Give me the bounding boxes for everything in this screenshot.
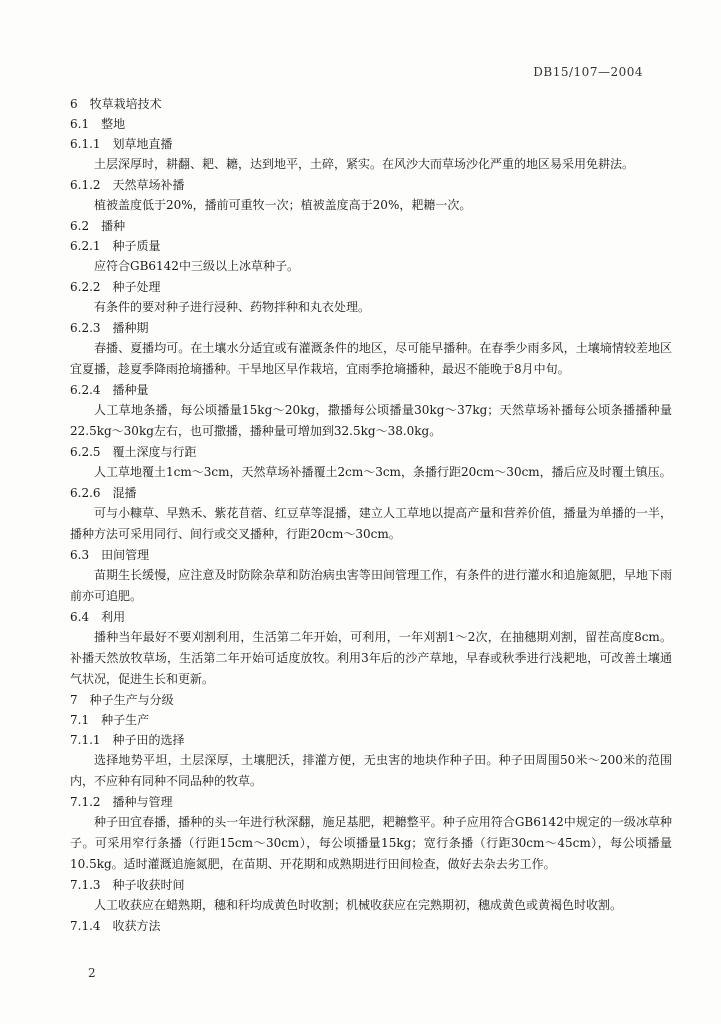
section-number: 6.2	[70, 219, 90, 233]
section-heading	[70, 175, 672, 195]
section-number: 6.3	[70, 548, 90, 562]
paragraph: 应符合GB6142中三级以上冰草种子。	[94, 259, 299, 273]
section-heading	[70, 607, 672, 627]
section-heading	[70, 710, 672, 730]
section-heading	[70, 318, 672, 338]
section-number: 6.2.5	[70, 445, 101, 459]
section-heading	[70, 792, 672, 812]
section-number: 7.1	[70, 713, 90, 727]
section-number: 6.2.1	[70, 239, 101, 253]
section-heading	[70, 690, 672, 710]
section-number: 6.2.3	[70, 321, 101, 335]
section-title: 混播	[112, 486, 137, 500]
section-number: 6.4	[70, 610, 90, 624]
paragraph: 苗期生长缓慢，应注意及时防除杂草和防治病虫害等田间管理工作，有条件的进行灌水和追施氮肥，早地下雨前亦可追肥。	[70, 568, 672, 603]
paragraph: 种子田宜春播，播种的头一年进行秋深翻，施足基肥，耙耱整平。种子应用符合GB6142中规定的一级冰草种子。可采用窄行条播（行距15cm～30cm），每公顷播量15kg；宽行条播（行距30cm～45cm），每公顷播量10.5kg。适时灌溉追施氮肥，在苗期、开花期和成熟期进行田间检查，做好去杂去劣工作。	[70, 815, 672, 871]
paragraph: 人工草地覆土1cm～3cm，天然草场补播覆土2cm～3cm，条播行距20cm～30cm，播后应及时覆土镇压。	[94, 465, 672, 479]
section-title: 牧草栽培技术	[89, 97, 162, 111]
section-number: 7.1.2	[70, 795, 101, 809]
section-title: 田间管理	[101, 548, 150, 562]
section-title: 利用	[101, 610, 126, 624]
section-title: 种子质量	[112, 239, 161, 253]
section-number: 6.2.6	[70, 486, 101, 500]
section-title: 整地	[101, 117, 126, 131]
section-heading	[70, 380, 672, 400]
section-title: 收获方法	[112, 919, 161, 933]
section-number: 6.1.2	[70, 178, 101, 192]
section-heading	[70, 442, 672, 462]
section-heading	[70, 277, 672, 297]
paragraph: 土层深厚时，耕翻、耙、耱，达到地平，土碎，紧实。在风沙大而草场沙化严重的地区易采用免耕法。	[94, 157, 635, 171]
section-heading	[70, 236, 672, 256]
section-number: 6.1.1	[70, 137, 101, 151]
section-title: 划草地直播	[112, 137, 173, 151]
section-title: 种子生产与分级	[89, 693, 174, 707]
section-title: 种子处理	[112, 280, 161, 294]
section-title: 种子收获时间	[112, 878, 185, 892]
section-title: 种子田的选择	[112, 733, 185, 747]
section-title: 播种量	[112, 383, 149, 397]
section-heading	[70, 875, 672, 895]
section-heading	[70, 730, 672, 750]
section-heading	[70, 134, 672, 154]
section-number: 6	[70, 97, 78, 111]
section-title: 播种期	[112, 321, 149, 335]
section-number: 6.2.2	[70, 280, 101, 294]
paragraph: 有条件的要对种子进行浸种、药物拌种和丸衣处理。	[94, 300, 371, 314]
paragraph: 人工收获应在蜡熟期，穗和秆均成黄色时收割；机械收获应在完熟期初，穗成黄色或黄褐色时收割。	[94, 898, 623, 912]
paragraph: 植被盖度低于20%，播前可重牧一次；植被盖度高于20%，耙耱一次。	[94, 198, 472, 212]
section-title: 播种与管理	[112, 795, 173, 809]
section-heading	[70, 216, 672, 236]
paragraph: 播种当年最好不要刈割利用，生活第二年开始，可利用，一年刈割1～2次，在抽穗期刈割，留茬高度8cm。补播天然放牧草场，生活第二年开始可适度放牧。利用3年后的沙产草地，早春或秋季进行浅耙地，可改善土壤通气状况，促进生长和更新。	[70, 630, 672, 686]
section-number: 7	[70, 693, 78, 707]
page-number: 2	[88, 966, 96, 980]
section-number: 7.1.1	[70, 733, 101, 747]
section-title: 天然草场补播	[112, 178, 185, 192]
section-title: 播种	[101, 219, 126, 233]
section-number: 6.2.4	[70, 383, 101, 397]
section-number: 7.1.3	[70, 878, 101, 892]
section-number: 7.1.4	[70, 919, 101, 933]
section-heading	[70, 916, 672, 936]
section-heading	[70, 545, 672, 565]
section-heading	[70, 483, 672, 503]
section-title: 种子生产	[101, 713, 150, 727]
section-title: 覆土深度与行距	[112, 445, 197, 459]
paragraph: 人工草地条播，每公顷播量15kg～20kg，撒播每公顷播量30kg～37kg；天然草场补播每公顷条播播种量22.5kg～30kg左右，也可撒播，播种量可增加到32.5kg～38.0kg。	[70, 403, 672, 438]
section-number: 6.1	[70, 117, 90, 131]
paragraph: 可与小糠草、早熟禾、紫花苜蓿、红豆草等混播，建立人工草地以提高产量和营养价值，播量为单播的一半，播种方法可采用同行、间行或交叉播种，行距20cm～30cm。	[70, 506, 672, 541]
document-body	[70, 94, 672, 936]
section-heading	[70, 94, 672, 114]
paragraph: 选择地势平坦，土层深厚，土壤肥沃，排灌方便，无虫害的地块作种子田。种子田周围50米～200米的范围内，不应种有同种不同品种的牧草。	[70, 753, 672, 788]
paragraph: 春播、夏播均可。在土壤水分适宜或有灌溉条件的地区，尽可能早播种。在春季少雨多风，土壤墒情较差地区宜夏播，趁夏季降雨抢墒播种。干旱地区早作栽培，宜雨季抢墒播种，最迟不能晚于8月中旬。	[70, 341, 672, 376]
section-heading	[70, 114, 672, 134]
standard-code: DB15/107—2004	[533, 65, 643, 79]
